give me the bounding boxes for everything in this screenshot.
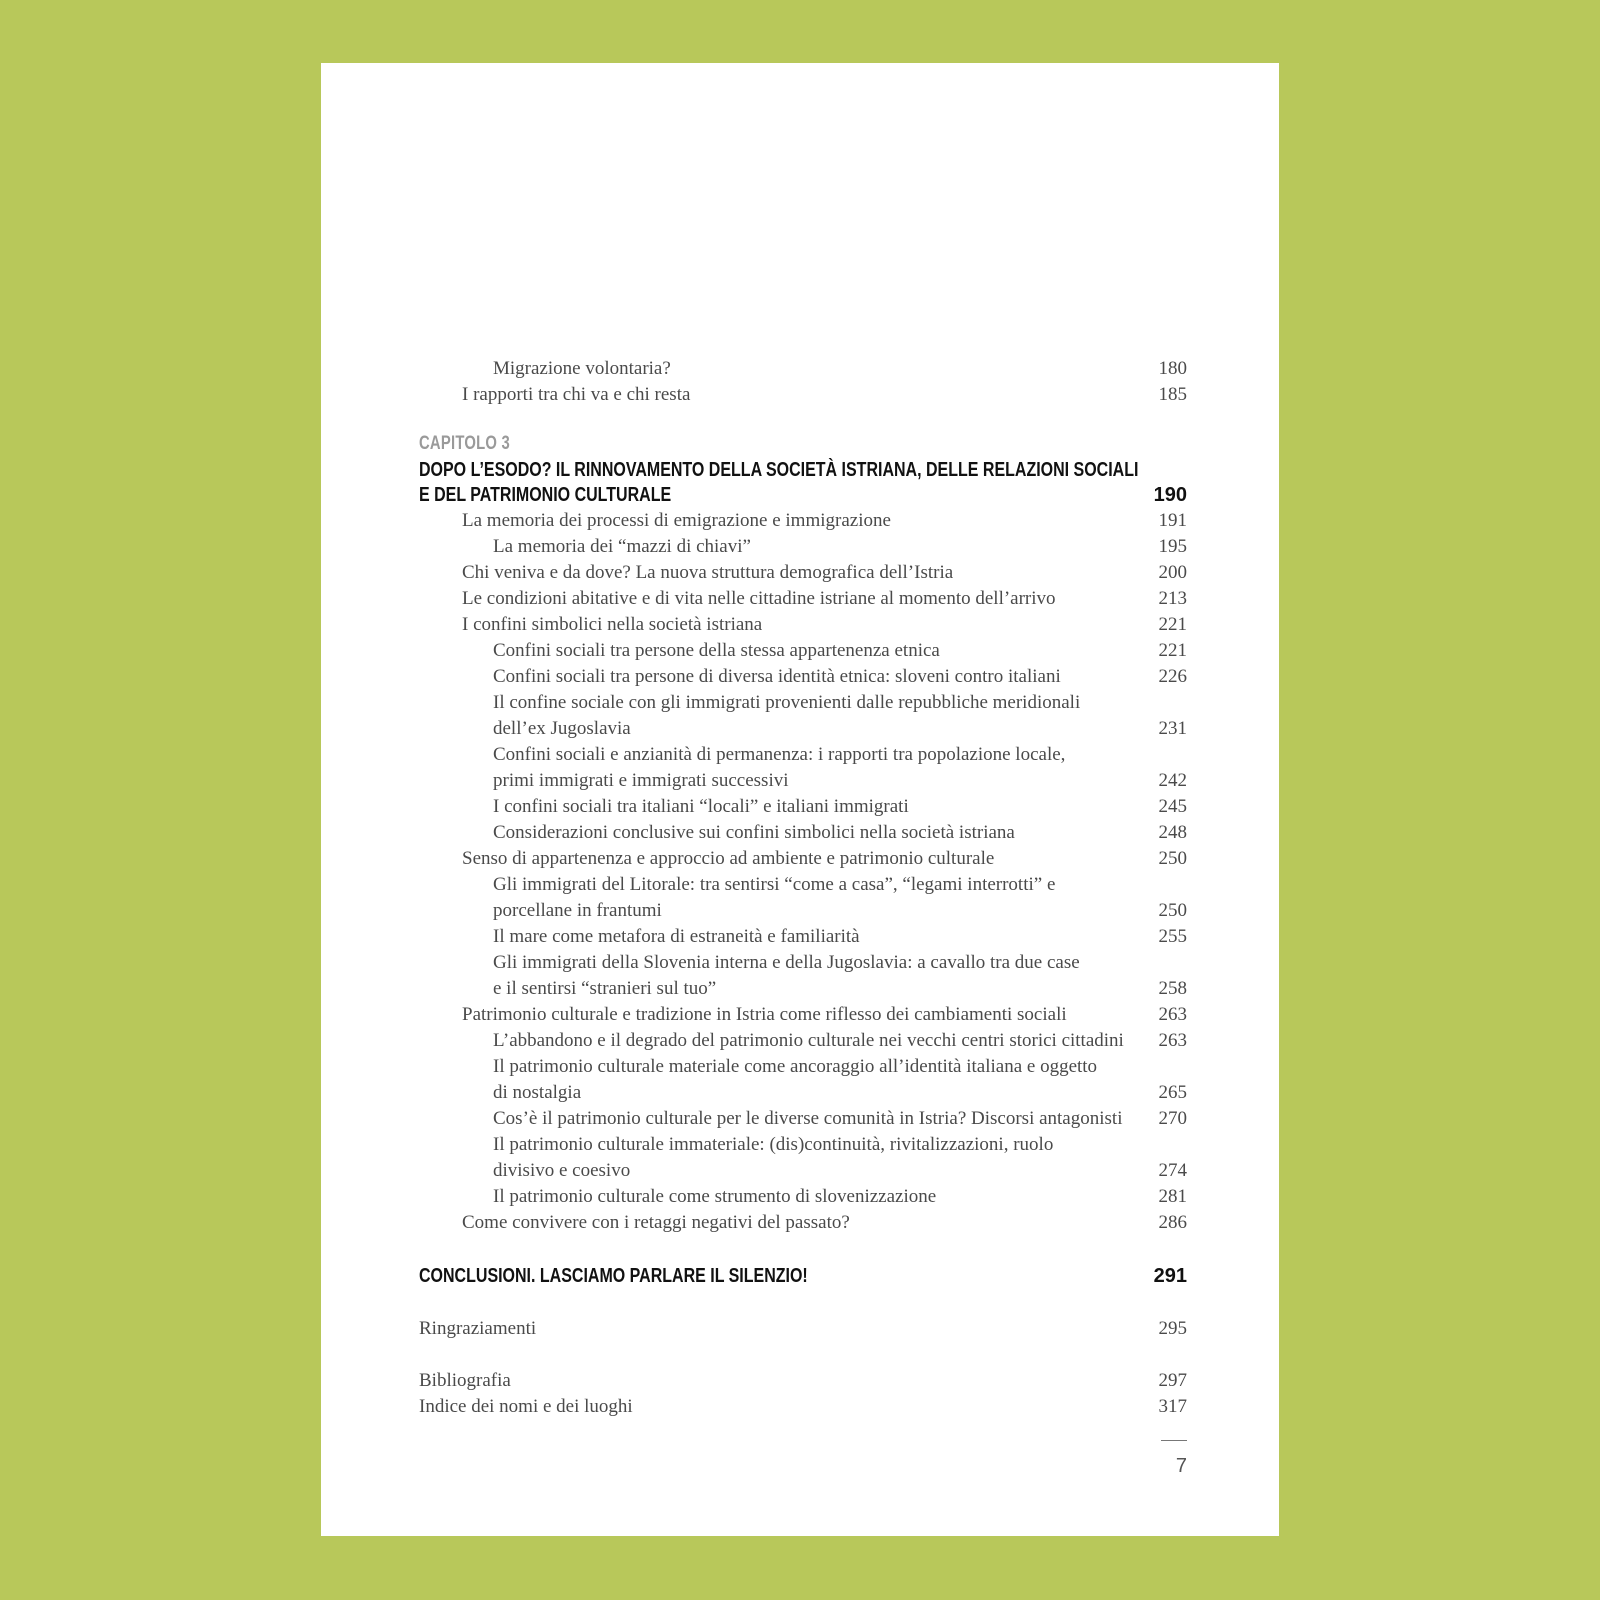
- toc-entry-page: 297: [1158, 1370, 1187, 1391]
- book-page: [321, 63, 1279, 1536]
- toc-entry-title: porcellane in frantumi: [493, 900, 662, 921]
- toc-entry-page: 245: [1158, 796, 1187, 817]
- toc-entry-title: dell’ex Jugoslavia: [493, 718, 631, 739]
- toc-entry-title: Patrimonio culturale e tradizione in Istria come riflesso dei cambiamenti sociali: [462, 1004, 1067, 1025]
- toc-entry-title: Cos’è il patrimonio culturale per le diverse comunità in Istria? Discorsi antagonisti: [493, 1108, 1123, 1129]
- toc-entry-title: Le condizioni abitative e di vita nelle cittadine istriane al momento dell’arrivo: [462, 588, 1056, 609]
- toc-entry-page: 221: [1158, 614, 1187, 635]
- toc-entry-title: Come convivere con i retaggi negativi del passato?: [462, 1212, 850, 1233]
- toc-entry-title: Confini sociali tra persone della stessa appartenenza etnica: [493, 640, 940, 661]
- toc-entry-title: Considerazioni conclusive sui confini simbolici nella società istriana: [493, 822, 1015, 843]
- toc-entry-page: 185: [1158, 384, 1187, 405]
- chapter-page: 190: [1153, 484, 1187, 506]
- toc-entry-title: di nostalgia: [493, 1082, 582, 1103]
- toc-entry-title: Confini sociali e anzianità di permanenza: i rapporti tra popolazione locale,: [493, 744, 1066, 765]
- toc-entry-page: 195: [1158, 536, 1187, 557]
- toc-entry-title: Gli immigrati della Slovenia interna e della Jugoslavia: a cavallo tra due case: [493, 952, 1080, 973]
- toc-entry-page: 286: [1158, 1212, 1187, 1233]
- toc-entry-title: divisivo e coesivo: [493, 1160, 631, 1181]
- table-of-contents: [321, 63, 1279, 1536]
- toc-entry-page: 248: [1158, 822, 1187, 843]
- folio-rule: [1161, 1440, 1187, 1441]
- conclusions-title: CONCLUSIONI. LASCIAMO PARLARE IL SILENZIO!: [419, 1265, 808, 1287]
- toc-entry-page: 258: [1158, 978, 1187, 999]
- conclusions-page: 291: [1153, 1265, 1187, 1287]
- toc-entry-page: 274: [1158, 1160, 1187, 1181]
- toc-entry-title: L’abbandono e il degrado del patrimonio culturale nei vecchi centri storici cittadini: [493, 1030, 1124, 1051]
- toc-entry-title: Ringraziamenti: [419, 1318, 537, 1339]
- toc-entry-title: Confini sociali tra persone di diversa identità etnica: sloveni contro italiani: [493, 666, 1061, 687]
- toc-entry-title: Gli immigrati del Litorale: tra sentirsi “come a casa”, “legami interrotti” e: [493, 874, 1056, 895]
- toc-entry-page: 295: [1158, 1318, 1187, 1339]
- toc-entry-title: e il sentirsi “stranieri sul tuo”: [493, 978, 717, 999]
- toc-entry-page: 213: [1158, 588, 1187, 609]
- toc-entry-title: Indice dei nomi e dei luoghi: [419, 1396, 633, 1417]
- chapter-label: CAPITOLO 3: [419, 433, 511, 454]
- toc-entry-title: Il patrimonio culturale materiale come ancoraggio all’identità italiana e oggetto: [493, 1056, 1098, 1077]
- chapter-title-line1: DOPO L’ESODO? IL RINNOVAMENTO DELLA SOCIETÀ ISTRIANA, DELLE RELAZIONI SOCIALI: [419, 459, 1139, 481]
- toc-entry-page: 250: [1158, 900, 1187, 921]
- chapter-title-line2: E DEL PATRIMONIO CULTURALE: [419, 484, 672, 506]
- toc-entry-page: 255: [1158, 926, 1187, 947]
- toc-entry-title: Il confine sociale con gli immigrati provenienti dalle repubbliche meridionali: [493, 692, 1081, 713]
- toc-entry-title: Migrazione volontaria?: [493, 358, 671, 379]
- toc-entry-title: La memoria dei processi di emigrazione e immigrazione: [462, 510, 891, 531]
- toc-entry-page: 221: [1158, 640, 1187, 661]
- page-number: 7: [1175, 1455, 1187, 1477]
- toc-entry-page: 191: [1158, 510, 1187, 531]
- toc-entry-page: 226: [1158, 666, 1187, 687]
- toc-entry-title: I confini sociali tra italiani “locali” e italiani immigrati: [493, 796, 909, 817]
- toc-entry-page: 263: [1158, 1004, 1187, 1025]
- toc-entry-title: primi immigrati e immigrati successivi: [493, 770, 789, 791]
- toc-entry-page: 270: [1158, 1108, 1187, 1129]
- toc-entry-page: 281: [1158, 1186, 1187, 1207]
- toc-entry-title: Bibliografia: [419, 1370, 511, 1391]
- toc-entry-title: Il patrimonio culturale immateriale: (dis)continuità, rivitalizzazioni, ruolo: [493, 1134, 1054, 1155]
- toc-entry-page: 317: [1158, 1396, 1187, 1417]
- toc-entry-title: Il mare come metafora di estraneità e familiarità: [493, 926, 860, 947]
- toc-entry-title: Senso di appartenenza e approccio ad ambiente e patrimonio culturale: [462, 848, 995, 869]
- toc-entry-page: 265: [1158, 1082, 1187, 1103]
- toc-entry-title: I confini simbolici nella società istriana: [462, 614, 763, 635]
- toc-entry-page: 242: [1158, 770, 1187, 791]
- toc-entry-title: Il patrimonio culturale come strumento di slovenizzazione: [493, 1186, 937, 1207]
- toc-entry-page: 250: [1158, 848, 1187, 869]
- toc-entry-title: La memoria dei “mazzi di chiavi”: [493, 536, 751, 557]
- toc-entry-page: 180: [1158, 358, 1187, 379]
- toc-entry-title: Chi veniva e da dove? La nuova struttura demografica dell’Istria: [462, 562, 954, 583]
- toc-entry-page: 263: [1158, 1030, 1187, 1051]
- toc-entry-page: 200: [1158, 562, 1187, 583]
- toc-entry-page: 231: [1158, 718, 1187, 739]
- toc-entry-title: I rapporti tra chi va e chi resta: [462, 384, 691, 405]
